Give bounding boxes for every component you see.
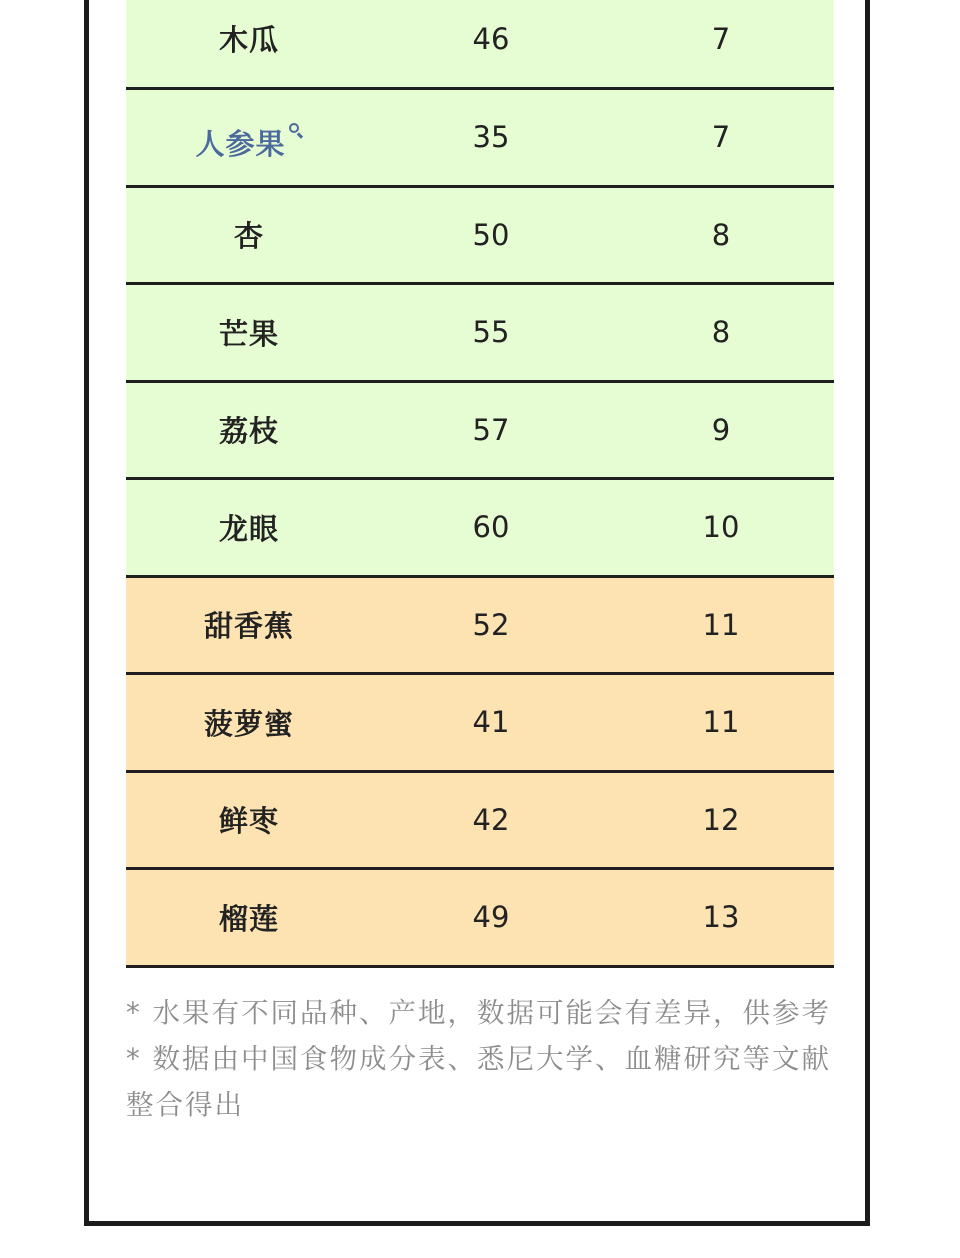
gl-value: 11 <box>702 705 740 740</box>
fruit-name: 菠萝蜜 <box>203 706 294 741</box>
table-row <box>126 480 834 578</box>
table-row <box>126 870 834 968</box>
fruit-name: 杏 <box>233 219 264 254</box>
fruit-name: 甜香蕉 <box>203 609 294 644</box>
fruit-name-link-text[interactable]: 人参果 <box>195 126 286 161</box>
footnote-variety: * 水果有不同品种、产地，数据可能会有差异，供参考 <box>126 997 831 1029</box>
gl-value: 10 <box>702 510 740 545</box>
table-row <box>126 188 834 286</box>
gi-value: 46 <box>472 21 510 56</box>
gl-value: 9 <box>711 412 731 447</box>
fruit-gi-table <box>126 0 834 968</box>
gl-value: 11 <box>702 607 740 642</box>
table-row <box>126 675 834 773</box>
search-icon[interactable] <box>289 123 303 137</box>
table-row <box>126 773 834 871</box>
gl-value: 8 <box>711 315 731 350</box>
gi-value: 50 <box>472 217 510 252</box>
footnote-sources: * 数据由中国食物成分表、悉尼大学、血糖研究等文献整合得出 <box>126 1043 831 1121</box>
gl-value: 7 <box>711 21 731 56</box>
gi-value: 42 <box>472 802 510 837</box>
table-row <box>126 90 834 188</box>
table-row <box>126 0 834 90</box>
gl-value: 13 <box>702 900 740 935</box>
fruit-name: 荔枝 <box>218 414 279 449</box>
fruit-name: 榴莲 <box>218 901 279 936</box>
gi-value: 49 <box>472 900 510 935</box>
fruit-name: 木瓜 <box>218 23 279 57</box>
footnotes <box>126 990 838 1128</box>
table-row <box>126 383 834 481</box>
gi-value: 57 <box>472 412 510 447</box>
gi-value: 41 <box>472 705 510 740</box>
fruit-name-link[interactable] <box>126 90 372 185</box>
gl-value: 7 <box>711 120 731 155</box>
table-row <box>126 285 834 383</box>
gi-value: 52 <box>472 607 510 642</box>
gi-value: 60 <box>472 510 510 545</box>
gi-value: 35 <box>472 120 510 155</box>
gi-value: 55 <box>472 315 510 350</box>
fruit-name: 芒果 <box>218 316 279 351</box>
table-row <box>126 578 834 676</box>
fruit-name: 龙眼 <box>218 511 279 546</box>
gl-value: 8 <box>711 217 731 252</box>
gl-value: 12 <box>702 802 740 837</box>
fruit-name: 鲜枣 <box>218 804 279 839</box>
